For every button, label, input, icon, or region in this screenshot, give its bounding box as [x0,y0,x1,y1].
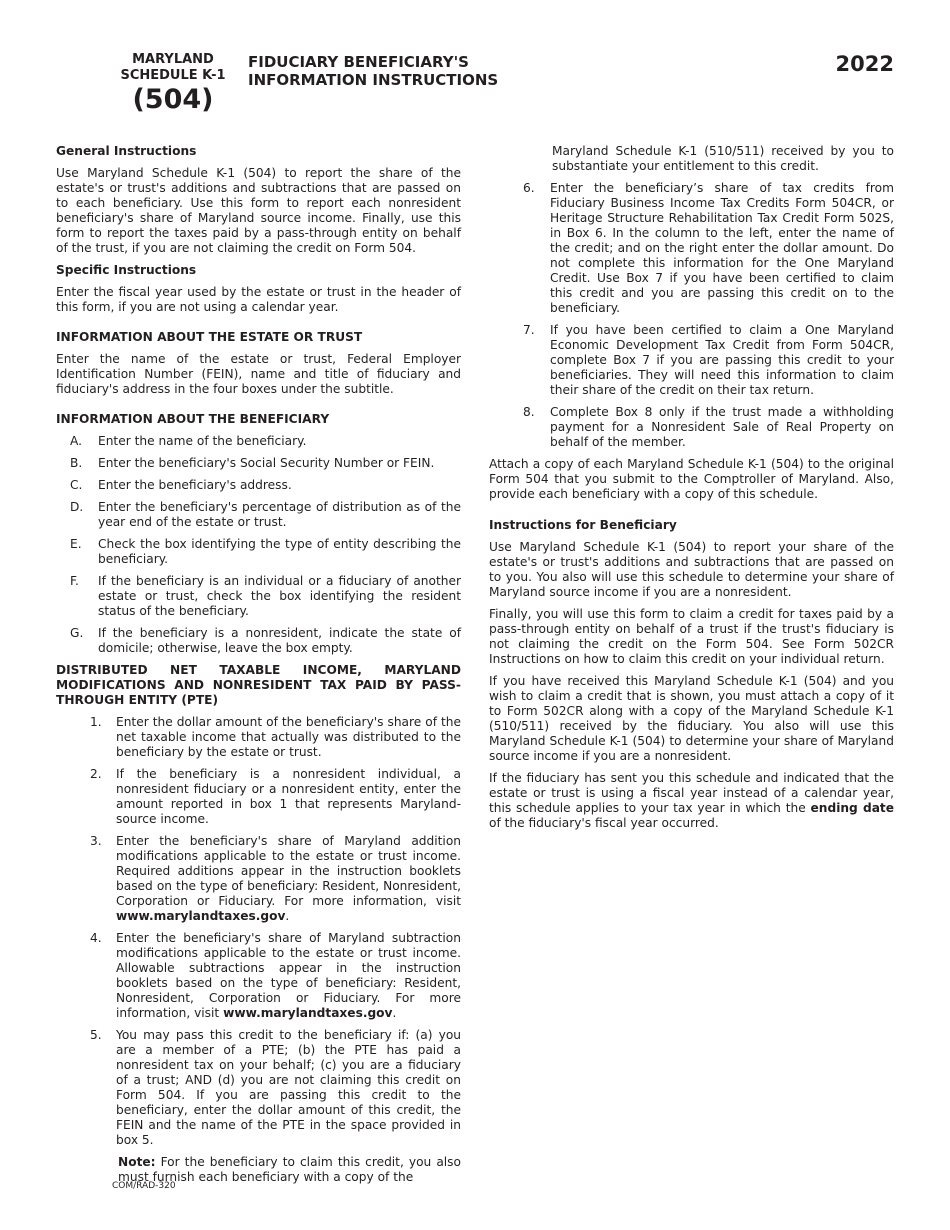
form-id-block [110,52,236,116]
form-code: COM/RAD-320 [112,1181,176,1191]
item-text: Check the box identifying the type of entity describing the beneficiary. [98,537,461,566]
left-column [56,144,461,1185]
item-text: Enter the dollar amount of the beneficiary's share of the net taxable income that actually was distributed to the beneficiary by the estate or trust. [116,715,461,759]
list-item [56,767,461,827]
beneficiary-instructions-heading: Instructions for Beneficiary [489,518,677,532]
list-item [56,626,461,656]
item-text: Enter the beneficiary's address. [98,478,292,492]
p4-bold: ending date [810,801,895,815]
item-label: G. [70,626,84,640]
beneficiary-heading: INFORMATION ABOUT THE BENEFICIARY [56,412,330,426]
title-line-1: FIDUCIARY BENEFICIARY'S [248,53,469,71]
list-item [56,574,461,619]
p4-end: of the fiduciary's fiscal year occurred. [489,816,719,830]
note-text: For the beneficiary to claim this credit, you also must furnish each beneficiary with a copy of the [118,1155,461,1184]
list-item [56,834,461,924]
form-number: (504) [132,84,214,115]
estate-heading: INFORMATION ABOUT THE ESTATE OR TRUST [56,330,363,344]
p4-start: If the fiduciary has sent you this schedule and indicated that the estate or trust is using a fiscal year instead of a calendar year, this schedule applies to your tax year in which the [489,771,894,815]
item-label: 8. [523,405,535,419]
beneficiary-p3: If you have received this Maryland Schedule K-1 (504) and you wish to claim a credit that is shown, you must attach a copy of it to Form 502CR along with a copy of the Maryland Schedule K-1 (510/511) received by the fiduciary. You also will use this Maryland Schedule K-1 (504) to determine your share of Maryland source income if you are a nonresident. [489,674,894,763]
item-label: D. [70,500,84,514]
list-item [56,478,461,493]
beneficiary-p4 [489,771,894,831]
item-label: 6. [523,181,535,195]
beneficiary-list [56,434,461,656]
item-text: If the beneficiary is an individual or a fiduciary of another estate or trust, check the box identifying the resident status of the beneficiary. [98,574,461,618]
item-text: Enter the beneficiary’s share of tax credits from Fiduciary Business Income Tax Credits Form 504CR, or Heritage Structure Rehabilitation Tax Credit Form 502S, in Box 6. In the column to the left, enter the name of the credit; and on the right enter the dollar amount. Do not complete this information for the One Maryland Credit. Use Box 7 if you have been certified to claim this credit and you are passing this credit on to the beneficiary. [550,181,894,315]
title-line-2: INFORMATION INSTRUCTIONS [248,71,499,89]
specific-heading: Specific Instructions [56,263,197,277]
list-item [56,456,461,471]
item-end: . [392,1006,397,1020]
item-text: Complete Box 8 only if the trust made a withholding payment for a Nonresident Sale of Real Property on behalf of the member. [550,405,894,449]
page-title [248,53,498,89]
list-item [489,405,894,450]
general-text: Use Maryland Schedule K-1 (504) to report the share of the estate's or trust's additions and subtractions that are passed on to each beneficiary. Use this form to report each nonresident beneficiary's share of Maryland source income. Finally, use this form to report the taxes paid by a pass-through entity on behalf of the trust, if you are not claiming the credit on Form 504. [56,166,461,255]
beneficiary-p1: Use Maryland Schedule K-1 (504) to report your share of the estate's or trust's additions and subtractions that are passed on to you. You also will use this schedule to determine your share of Maryland source income if you are a nonresident. [489,540,894,599]
distributed-heading: DISTRIBUTED NET TAXABLE INCOME, MARYLAND MODIFICATIONS AND NONRESIDENT TAX PAID BY PASS-THROUGH ENTITY (PTE) [56,663,461,707]
list-item [56,931,461,1021]
item-label: 1. [90,715,102,729]
item-text: Enter the beneficiary's Social Security Number or FEIN. [98,456,435,470]
item-text: You may pass this credit to the beneficiary if: (a) you are a member of a PTE; (b) the PTE has paid a nonresident tax on your behalf; (c) you are a fiduciary of a trust; AND (d) you are not claiming this credit on Form 504. If you are passing this credit to the beneficiary, enter the dollar amount of this credit, the FEIN and the name of the PTE in the space provided in box 5. [116,1028,461,1147]
general-heading: General Instructions [56,144,197,158]
item-label: 2. [90,767,102,781]
distributed-list [56,715,461,1185]
list-item [56,1028,461,1148]
list-item [56,537,461,567]
item-label: B. [70,456,83,470]
schedule-label: SCHEDULE K-1 [120,68,226,83]
attach-text: Attach a copy of each Maryland Schedule K-1 (504) to the original Form 504 that you submit to the Comptroller of Maryland. Also, provide each beneficiary with a copy of this schedule. [489,457,894,501]
right-column [489,144,894,838]
item-label: E. [70,537,82,551]
item-text: Enter the beneficiary's share of Maryland subtraction modifications applicable to the estate or trust income. Allowable subtractions appear in the instruction booklets based on the type of beneficiary: Resident, Nonresident, Corporation or Fiduciary. For more information, visit [116,931,461,1020]
item-text: Enter the beneficiary's percentage of distribution as of the year end of the estate or trust. [98,500,461,529]
note-label: Note: [118,1155,156,1169]
note-continuation: Maryland Schedule K-1 (510/511) received by you to substantiate your entitlement to this credit. [552,144,894,173]
list-item [56,500,461,530]
state-label: MARYLAND [132,52,214,67]
item-text: Enter the name of the beneficiary. [98,434,307,448]
item-label: F. [70,574,79,588]
item-label: 7. [523,323,535,337]
tax-year: 2022 [835,52,894,76]
item-text: If the beneficiary is a nonresident, indicate the state of domicile; otherwise, leave the box empty. [98,626,461,655]
item-end: . [285,909,290,923]
item-label: 5. [90,1028,102,1042]
website-link[interactable]: www.marylandtaxes.gov [116,909,286,923]
list-item [489,181,894,316]
item-label: 4. [90,931,102,945]
website-link[interactable]: www.marylandtaxes.gov [223,1006,393,1020]
item-text: Enter the beneficiary's share of Maryland addition modifications applicable to the estate or trust income. Required additions appear in the instruction booklets based on the type of beneficiary: Resident, Nonresident, Corporation or Fiduciary. For more information, visit [116,834,461,908]
list-item [489,323,894,398]
estate-text: Enter the name of the estate or trust, Federal Employer Identification Number (FEIN), name and title of fiduciary and fiduciary's address in the four boxes under the subtitle. [56,352,461,396]
list-item [56,715,461,760]
item-label: 3. [90,834,102,848]
list-item [56,434,461,449]
item-text: If the beneficiary is a nonresident individual, a nonresident fiduciary or a nonresident entity, enter the amount reported in box 1 that represents Maryland-source income. [116,767,461,826]
specific-text: Enter the fiscal year used by the estate or trust in the header of this form, if you are not using a calendar year. [56,285,461,314]
beneficiary-p2: Finally, you will use this form to claim a credit for taxes paid by a pass-through entity on behalf of a trust if the trust's fiduciary is not claiming the credit on the Form 504. See Form 502CR Instructions on how to claim this credit on your individual return. [489,607,894,666]
item-label: C. [70,478,83,492]
item-text: If you have been certified to claim a One Maryland Economic Development Tax Credit from Form 504CR, complete Box 7 if you are passing this credit to your beneficiaries. They will need this information to claim their share of the credit on their tax return. [550,323,894,397]
item-label: A. [70,434,82,448]
